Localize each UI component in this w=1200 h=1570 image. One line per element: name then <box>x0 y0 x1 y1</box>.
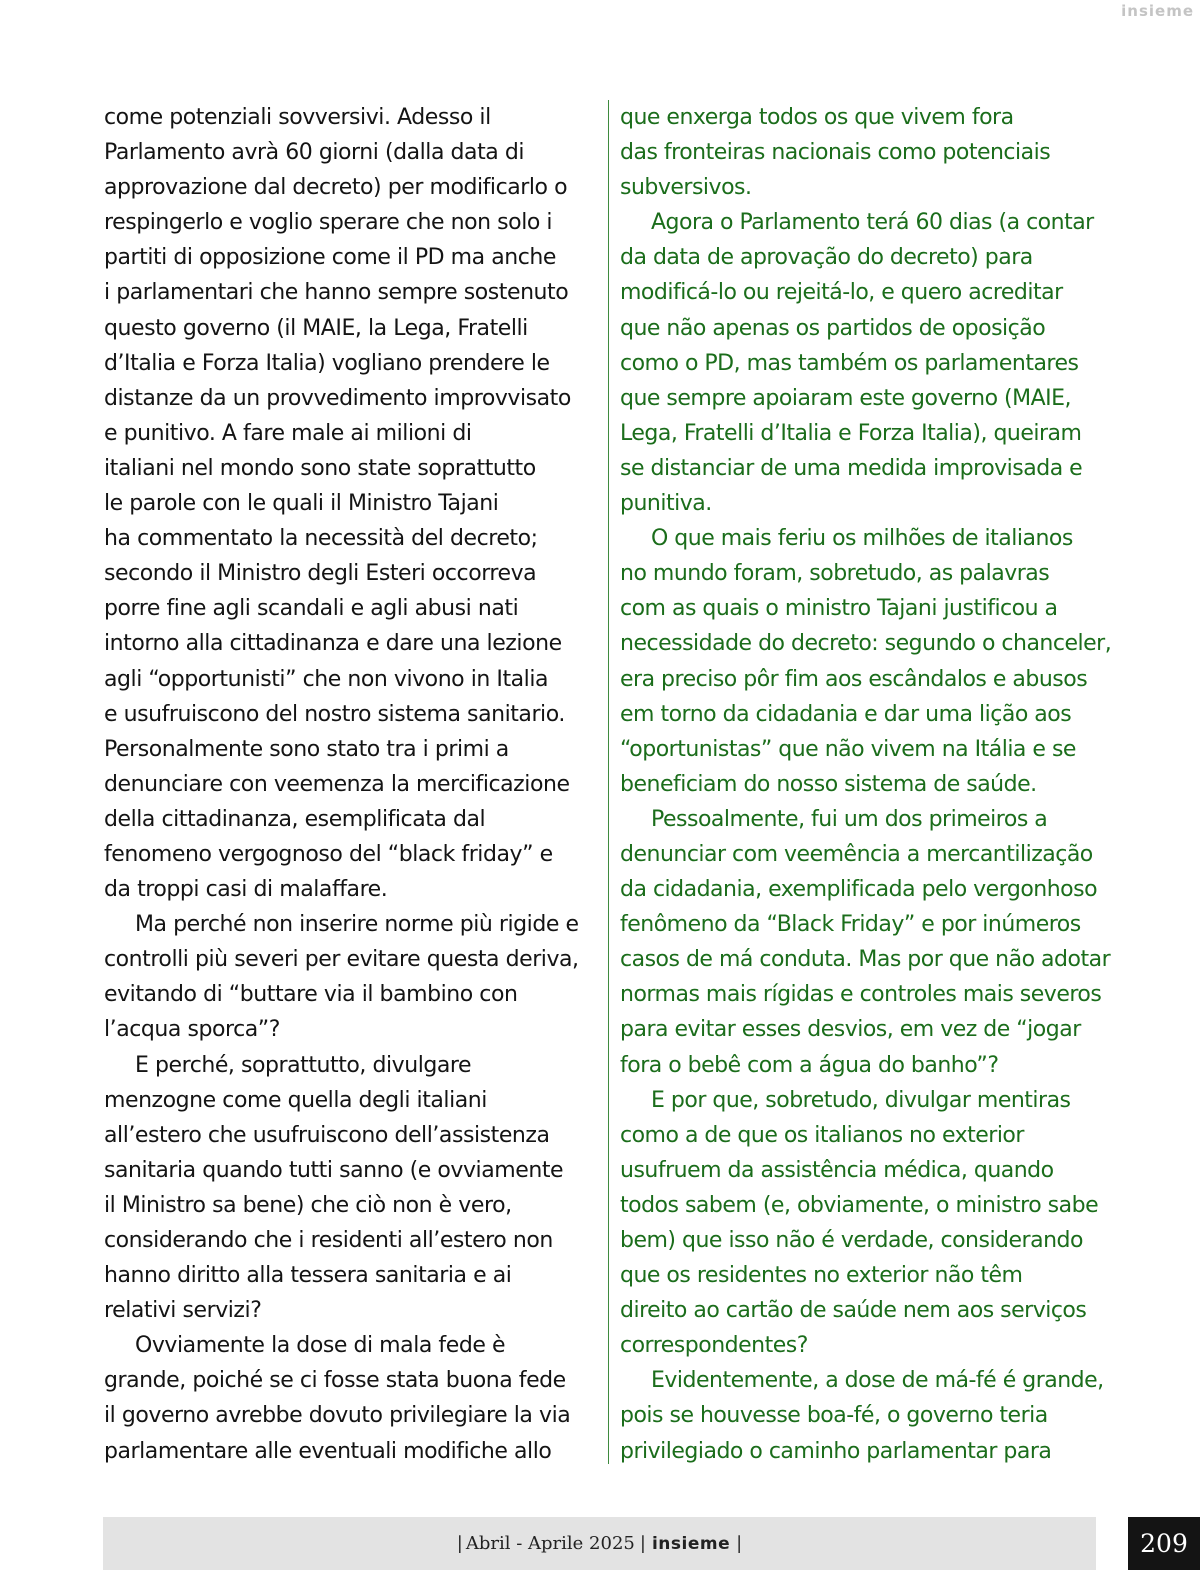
text-line: que não apenas os partidos de oposição <box>620 315 1046 341</box>
footer-separator-middle: | <box>639 1533 646 1554</box>
text-line: denunciare con veemenza la mercificazione <box>104 771 570 797</box>
text-line: Agora o Parlamento terá 60 dias (a contar <box>651 210 1094 236</box>
text-line: como a de que os italianos no exterior <box>620 1122 1024 1148</box>
italian-column <box>104 100 596 1469</box>
text-line: todos sabem (e, obviamente, o ministro sabe <box>620 1192 1099 1218</box>
portuguese-column <box>620 100 1112 1469</box>
text-line: fenômeno da “Black Friday” e por inúmeros <box>620 912 1081 938</box>
page-number: 209 <box>1128 1517 1200 1570</box>
text-line: que enxerga todos os que vivem fora <box>620 105 1014 130</box>
text-line: distanze da un provvedimento improvvisato <box>104 385 571 411</box>
text-line: come potenziali sovversivi. Adesso il <box>104 105 491 130</box>
text-line: questo governo (il MAIE, la Lega, Fratelli <box>104 315 528 341</box>
footer-brand-logo: insieme <box>651 1533 731 1554</box>
header-brand-logo: insieme <box>1121 2 1194 20</box>
text-line: O que mais feriu os milhões de italianos <box>651 526 1073 552</box>
text-line: considerando che i residenti all’estero non <box>104 1228 553 1253</box>
text-line: della cittadinanza, esemplificata dal <box>104 806 486 832</box>
text-line: necessidade do decreto: segundo o chanceler, <box>620 631 1112 657</box>
text-line: il governo avrebbe dovuto privilegiare la via <box>104 1403 571 1429</box>
text-line: Personalmente sono stato tra i primi a <box>104 736 509 762</box>
text-line: como o PD, mas também os parlamentares <box>620 350 1079 376</box>
text-line: evitando di “buttare via il bambino con <box>104 982 518 1008</box>
footer-bar <box>103 1517 1096 1570</box>
text-line: d’Italia e Forza Italia) vogliano prendere le <box>104 350 550 376</box>
text-line: il Ministro sa bene) che ciò non è vero, <box>104 1192 512 1218</box>
text-line: em torno da cidadania e dar uma lição aos <box>620 701 1072 727</box>
text-line: agli “opportunisti” che non vivono in Italia <box>104 666 549 692</box>
text-line: intorno alla cittadinanza e dare una lezione <box>104 631 562 657</box>
footer-issue-date: Abril - Aprile 2025 <box>465 1533 635 1554</box>
footer-separator-right: | <box>736 1533 743 1554</box>
text-line: direito ao cartão de saúde nem aos serviços <box>620 1298 1087 1324</box>
footer-separator-left: | <box>456 1533 463 1554</box>
text-line: relativi servizi? <box>104 1298 262 1324</box>
text-line: e usufruiscono del nostro sistema sanitario. <box>104 701 565 727</box>
text-line: Lega, Fratelli d’Italia e Forza Italia), queiram <box>620 420 1082 446</box>
text-line: italiani nel mondo sono state soprattutto <box>104 455 536 481</box>
text-line: punitiva. <box>620 491 712 517</box>
text-line: pois se houvesse boa-fé, o governo teria <box>620 1403 1048 1429</box>
text-line: E por que, sobretudo, divulgar mentiras <box>651 1087 1071 1113</box>
text-line: da cidadania, exemplificada pelo vergonhoso <box>620 877 1098 903</box>
text-line: grande, poiché se ci fosse stata buona fede <box>104 1368 566 1394</box>
text-line: respingerlo e voglio sperare che non solo i <box>104 210 553 236</box>
text-line: menzogne come quella degli italiani <box>104 1087 487 1113</box>
text-line: e punitivo. A fare male ai milioni di <box>104 420 472 446</box>
text-line: Ovviamente la dose di mala fede è <box>135 1333 506 1359</box>
text-line: hanno diritto alla tessera sanitaria e ai <box>104 1263 512 1289</box>
text-line: no mundo foram, sobretudo, as palavras <box>620 561 1050 587</box>
text-line: subversivos. <box>620 175 752 201</box>
text-line: fenomeno vergognoso del “black friday” e <box>104 841 553 867</box>
text-line: casos de má conduta. Mas por que não adotar <box>620 947 1111 973</box>
text-line: “oportunistas” que não vivem na Itália e se <box>620 736 1076 762</box>
text-line: era preciso pôr fim aos escândalos e abusos <box>620 666 1088 692</box>
text-line: E perché, soprattutto, divulgare <box>135 1052 472 1078</box>
text-line: denunciar com veemência a mercantilização <box>620 841 1093 867</box>
text-line: com as quais o ministro Tajani justificou a <box>620 596 1058 622</box>
text-line: Evidentemente, a dose de má-fé é grande, <box>651 1368 1104 1394</box>
text-line: que os residentes no exterior não têm <box>620 1263 1023 1289</box>
text-line: fora o bebê com a água do banho”? <box>620 1052 999 1078</box>
text-line: bem) que isso não é verdade, considerando <box>620 1228 1083 1253</box>
text-line: modificá-lo ou rejeitá-lo, e quero acreditar <box>620 280 1063 306</box>
text-line: usufruem da assistência médica, quando <box>620 1157 1054 1183</box>
text-line: correspondentes? <box>620 1333 808 1359</box>
text-line: partiti di opposizione come il PD ma anche <box>104 245 556 271</box>
text-line: l’acqua sporca”? <box>104 1017 280 1043</box>
text-line: que sempre apoiaram este governo (MAIE, <box>620 385 1072 411</box>
text-line: beneficiam do nosso sistema de saúde. <box>620 771 1037 797</box>
text-line: i parlamentari che hanno sempre sostenuto <box>104 280 569 306</box>
text-line: normas mais rígidas e controles mais severos <box>620 982 1102 1008</box>
text-line: parlamentare alle eventuali modifiche allo <box>104 1438 552 1464</box>
column-divider <box>608 100 609 1464</box>
text-line: sanitaria quando tutti sanno (e ovviamente <box>104 1157 564 1183</box>
text-line: se distanciar de uma medida improvisada e <box>620 455 1083 481</box>
text-line: all’estero che usufruiscono dell’assistenza <box>104 1122 550 1148</box>
text-line: approvazione dal decreto) per modificarlo o <box>104 175 568 201</box>
text-line: das fronteiras nacionais como potenciais <box>620 140 1051 166</box>
text-line: Pessoalmente, fui um dos primeiros a <box>651 806 1048 832</box>
text-line: controlli più severi per evitare questa deriva, <box>104 947 579 973</box>
text-line: porre fine agli scandali e agli abusi nati <box>104 596 519 622</box>
text-line: da data de aprovação do decreto) para <box>620 245 1033 271</box>
text-line: secondo il Ministro degli Esteri occorreva <box>104 561 537 587</box>
text-line: da troppi casi di malaffare. <box>104 877 388 903</box>
text-line: para evitar esses desvios, em vez de “jogar <box>620 1017 1081 1043</box>
text-line: ha commentato la necessità del decreto; <box>104 526 538 552</box>
text-line: privilegiado o caminho parlamentar para <box>620 1438 1052 1464</box>
text-line: Ma perché non inserire norme più rigide e <box>135 912 579 938</box>
text-line: Parlamento avrà 60 giorni (dalla data di <box>104 140 524 166</box>
text-line: le parole con le quali il Ministro Tajani <box>104 491 499 517</box>
